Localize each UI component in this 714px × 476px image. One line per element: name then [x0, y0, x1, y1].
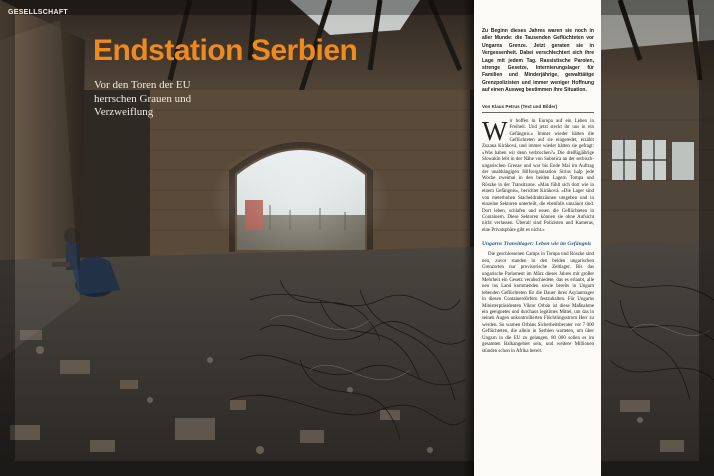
section-label: GESELLSCHAFT [8, 9, 68, 16]
page-gutter-shadow [463, 0, 474, 476]
byline: Von Klaus Petrus (Text und Bilder) [482, 104, 594, 113]
article-text-column [474, 0, 601, 476]
article-text-inner [482, 28, 594, 355]
headline: Endstation Serbien [93, 34, 358, 67]
subheadline: Vor den Toren der EU herrschen Grauen und Verzweiflung [94, 79, 192, 118]
body-paragraph-1-text: ir hoffen in Europa auf ein Leben in Freiheit. Und jetzt steckt ihr uns in ein Gefängnis.« Immer wieder hätten die Geflüchteten auf sie eingeredet, erzählt Zuzana Kiráková, und immer wieder hätten sie gefragt: »Was haben wir denn verbrochen?« Die dreißigjährige Slowakin lebt in der Nähe von Subotica an der serbisch-ungarischen Grenze und war bis Ende Mai im Auftrag der unabhängigen Hilfsorganisation Sirius halp jede Woche zweimal in den beiden Lagern Tompa und Röszke in der Transitzone. »Man fühlt sich dort wie in einem Gefängnis«, berichtet Kiráková. »Die Lager sind von meterhohen Stacheldrahtzäunen umgeben und in einzelne Sektoren unterteilt, die ebenfalls umzäunt sind. Dort leben, schlafen und essen die Geflüchteten in Containern. Diese Sektoren können sie ohne Aufsicht nicht verlassen. Überall sind Polizisten und Kameras, eine Privatsphäre gibt es nicht.« [482, 118, 594, 233]
drop-cap: W [482, 115, 508, 146]
body-paragraph-2: Die geschlossenen Camps in Tompa und Röszke sind neu, zuvor standen in den beiden ungarischen Grenzorten nur provisorische Zeltlager. Bis das ungarische Parlament im März dieses Jahres mit großer Mehrheit ein Gesetz verabschiedete, das es erlaubt, alle neu ins Land kommenden sowie bereits in Ungarn lebenden Geflüchteten für die Dauer ihres Asylantrages in diesen Containerdörfern festzuhalten. Für Ungarns Ministerpräsidenten Viktor Orbán ist diese Maßnahme ein geeignetes und durchaus legitimes Mittel, um das in seinen Augen unkontrollierten Flüchtlingsstrom Herr zu werden. So warnen Orbáns Sicherheitsberater vor 7 000 Geflüchteten, die allein in Serbien warteten, um über Ungarn in die EU zu gelangen, 80 000 sollen es im gesamten Balkangebiet sein, und weitere Millionen stünden schon in Afrika bereit. [482, 252, 594, 354]
lede-paragraph: Zu Beginn dieses Jahres waren sie noch in aller Munde: die Tausenden Geflüchteten vor Ungarns Grenze. Jetzt geraten sie in Vergessenheit. Dabei verschlechtert sich ihre Lage mit jedem Tag. Rassistische Parolen, strenge Gesetze, Internierungslager für Familien und Minderjährige, gewalttätige Grenzpolizisten und immer weniger Hoffnung auf einen Ausweg bestimmen ihre Situation. [482, 28, 594, 94]
intertitle: Ungarns Transitlager: Leben wie im Gefängnis [482, 241, 592, 248]
body-paragraph-1 [482, 115, 594, 235]
